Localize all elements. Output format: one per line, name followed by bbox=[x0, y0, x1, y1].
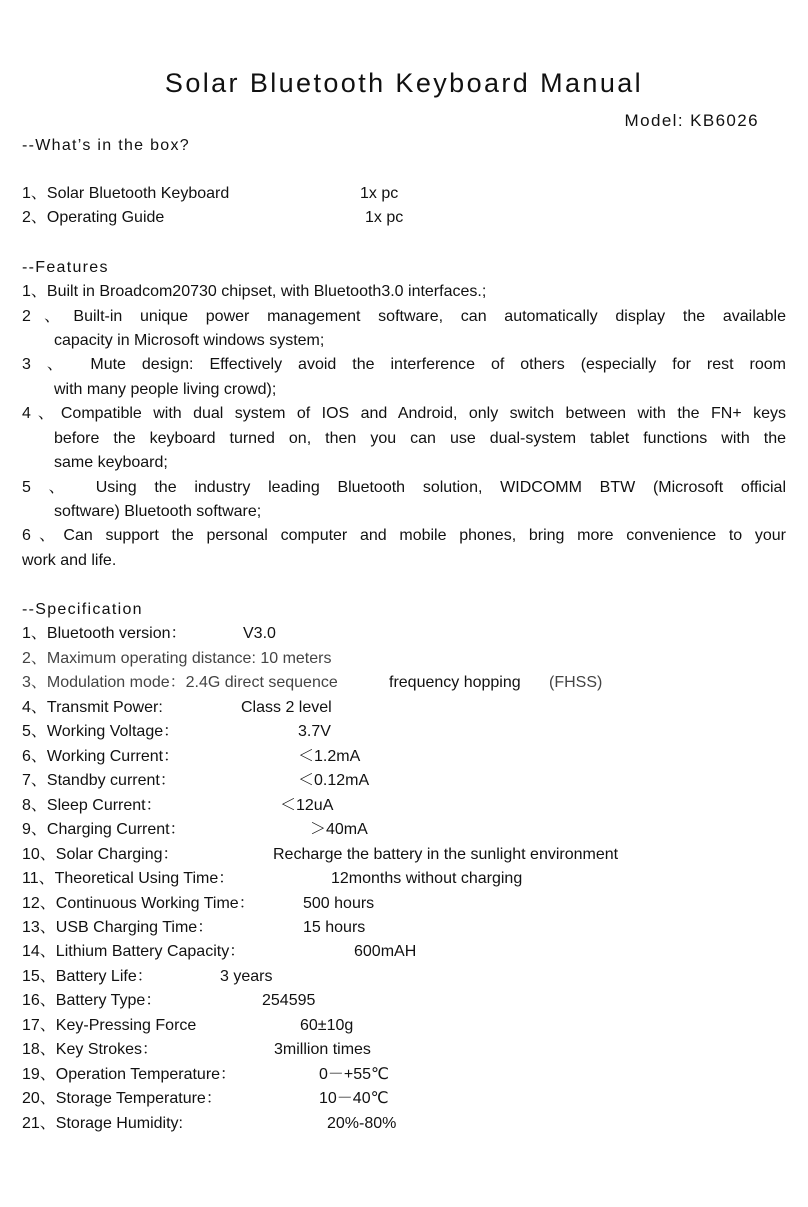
feature-line: 6、Can support the personal computer and mobile phones, bring more convenience to your bbox=[22, 527, 786, 544]
spec-label: 9、Charging Current： bbox=[22, 821, 186, 838]
spec-label: 19、Operation Temperature： bbox=[22, 1066, 237, 1083]
feature-line: 4、Compatible with dual system of IOS and Android, only switch between with the FN+ keys bbox=[22, 405, 786, 422]
feature-line: 5 、 Using the industry leading Bluetooth solution, WIDCOMM BTW (Microsoft official bbox=[22, 479, 786, 496]
spec-label: 15、Battery Life： bbox=[22, 968, 153, 985]
spec-label: 16、Battery Type： bbox=[22, 992, 162, 1009]
feature-line: 3 、 Mute design: Effectively avoid the interference of others (especially for rest room bbox=[22, 356, 786, 373]
spec-value: 3 years bbox=[220, 968, 273, 985]
spec-value: 20%-80% bbox=[327, 1115, 397, 1132]
spec-value: 10－40℃ bbox=[319, 1090, 389, 1107]
spec-label: 20、Storage Temperature： bbox=[22, 1090, 222, 1107]
feature-line: before the keyboard turned on, then you can use dual-system tablet functions with the bbox=[54, 430, 786, 447]
feature-line: same keyboard; bbox=[54, 454, 168, 471]
spec-value: 15 hours bbox=[303, 919, 366, 936]
feature-line: work and life. bbox=[22, 552, 117, 569]
spec-label: 8、Sleep Current： bbox=[22, 797, 162, 814]
spec-label: 17、Key-Pressing Force bbox=[22, 1017, 197, 1034]
spec-value: 500 hours bbox=[303, 895, 375, 912]
spec-label: 4、Transmit Power: bbox=[22, 699, 163, 716]
spec-value: 600mAH bbox=[354, 943, 417, 960]
spec-label: 13、USB Charging Time： bbox=[22, 919, 214, 936]
spec-label: 7、Standby current： bbox=[22, 772, 176, 789]
spec-label: 2、Maximum operating distance: 10 meters bbox=[22, 650, 332, 667]
features-heading: --Features bbox=[22, 259, 109, 276]
spec-label: 3、Modulation mode：2.4G direct sequence bbox=[22, 674, 338, 691]
box-heading: --What’s in the box? bbox=[22, 137, 190, 154]
spec-value: 3million times bbox=[274, 1041, 371, 1058]
spec-value: ＞40mA bbox=[310, 821, 368, 838]
spec-label: 10、Solar Charging： bbox=[22, 846, 179, 863]
spec-label: 12、Continuous Working Time： bbox=[22, 895, 255, 912]
spec-value: Recharge the battery in the sunlight environment bbox=[273, 846, 619, 863]
feature-line: with many people living crowd); bbox=[54, 381, 277, 398]
spec-value: 0－+55℃ bbox=[319, 1066, 390, 1083]
spec-value: ＜12uA bbox=[280, 797, 334, 814]
spec-suffix: (FHSS) bbox=[549, 674, 603, 691]
document-title: Solar Bluetooth Keyboard Manual bbox=[164, 68, 644, 98]
feature-line: 1、Built in Broadcom20730 chipset, with Bluetooth3.0 interfaces.; bbox=[22, 283, 487, 300]
spec-value: 3.7V bbox=[298, 723, 331, 740]
feature-line: software) Bluetooth software; bbox=[54, 503, 262, 520]
feature-line: 2、Built-in unique power management software, can automatically display the available bbox=[22, 308, 786, 325]
box-item-qty: 1x pc bbox=[365, 209, 404, 226]
spec-label: 21、Storage Humidity: bbox=[22, 1115, 183, 1132]
feature-line: capacity in Microsoft windows system; bbox=[54, 332, 325, 349]
spec-label: 11、Theoretical Using Time： bbox=[22, 870, 235, 887]
spec-label: 18、Key Strokes： bbox=[22, 1041, 159, 1058]
spec-heading: --Specification bbox=[22, 601, 143, 618]
spec-value: 12months without charging bbox=[331, 870, 523, 887]
spec-label: 5、Working Voltage： bbox=[22, 723, 180, 740]
spec-value: frequency hopping bbox=[389, 674, 521, 691]
box-item-label: 2、Operating Guide bbox=[22, 209, 165, 226]
spec-value: V3.0 bbox=[243, 625, 276, 642]
spec-value: Class 2 level bbox=[241, 699, 332, 716]
spec-value: ＜0.12mA bbox=[298, 772, 370, 789]
spec-label: 14、Lithium Battery Capacity： bbox=[22, 943, 246, 960]
box-item-qty: 1x pc bbox=[360, 185, 399, 202]
spec-value: 60±10g bbox=[300, 1017, 354, 1034]
spec-label: 1、Bluetooth version： bbox=[22, 625, 187, 642]
box-item-label: 1、Solar Bluetooth Keyboard bbox=[22, 185, 230, 202]
spec-label: 6、Working Current： bbox=[22, 748, 180, 765]
model-number: Model: KB6026 bbox=[624, 111, 759, 130]
spec-value: 254595 bbox=[262, 992, 316, 1009]
spec-value: ＜1.2mA bbox=[298, 748, 361, 765]
